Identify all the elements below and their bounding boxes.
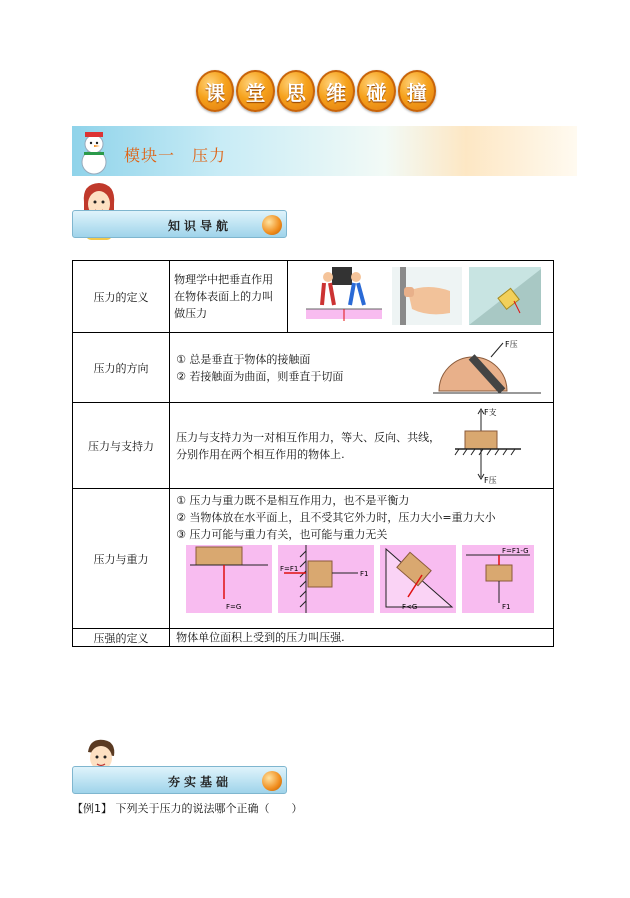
curved-surface-diagram	[429, 337, 549, 399]
table-row-gravity	[73, 489, 554, 629]
orb-icon	[262, 771, 282, 791]
module-title: 模块一 压力	[124, 146, 227, 165]
support-text: 压力与支持力为一对相互作用力，等大、反向、共线，分别作用在两个相互作用的物体上.	[176, 430, 441, 461]
gravity-item-1: ① 压力与重力既不是相互作用力，也不是平衡力	[176, 494, 410, 507]
gravity-fig2-label: F=F1	[280, 565, 299, 573]
support-top-label: F支	[484, 408, 497, 417]
gravity-cell	[170, 489, 554, 629]
definition-label: 压力的定义	[73, 261, 170, 333]
table-row-definition	[73, 261, 554, 333]
support-force-diagram	[451, 405, 531, 487]
gravity-diagrams	[186, 545, 546, 615]
gravity-label: 压力与重力	[73, 489, 170, 629]
pressure-text: 物体单位面积上受到的压力叫压强.	[176, 631, 345, 644]
foundation-label: 夯实基础	[168, 775, 233, 789]
page-title	[196, 70, 436, 110]
title-char-6: 撞	[398, 70, 436, 112]
title-char-5: 碰	[357, 70, 395, 112]
pressure-cell	[170, 629, 554, 647]
example-text: 下列关于压力的说法哪个正确（ ）	[115, 802, 303, 815]
orb-icon	[262, 215, 282, 235]
example-tag: 【例1】	[72, 802, 112, 815]
support-label: 压力与支持力	[73, 403, 170, 489]
gravity-fig3-label: F<G	[402, 603, 418, 611]
concept-table	[72, 260, 554, 647]
title-char-4: 维	[317, 70, 355, 112]
title-char-3: 思	[277, 70, 315, 112]
definition-illustrations	[288, 261, 553, 329]
table-row-direction	[73, 333, 554, 403]
table-row-support	[73, 403, 554, 489]
gravity-fig4-force: F1	[502, 603, 511, 611]
knowledge-nav-label: 知识导航	[168, 219, 233, 233]
gravity-item-3: ③ 压力可能与重力有关，也可能与重力无关	[176, 528, 388, 541]
definition-figures	[288, 261, 554, 333]
pressure-label: 压强的定义	[73, 629, 170, 647]
title-char-1: 课	[196, 70, 234, 112]
direction-label: 压力的方向	[73, 333, 170, 403]
support-cell	[170, 403, 554, 489]
definition-text: 物理学中把垂直作用在物体表面上的力叫做压力	[174, 273, 274, 320]
title-char-2: 堂	[236, 70, 274, 112]
direction-force-label: F压	[505, 340, 518, 349]
definition-text-cell	[170, 261, 288, 333]
table-row-pressure	[73, 629, 554, 647]
direction-item-1: ① 总是垂直于物体的接触面	[176, 352, 311, 366]
example-question	[72, 800, 303, 816]
snowman-icon	[74, 128, 114, 176]
gravity-fig4-label: F=F1-G	[502, 547, 529, 555]
direction-cell	[170, 333, 554, 403]
gravity-fig2-force: F1	[360, 570, 369, 578]
direction-item-2: ② 若接触面为曲面，则垂直于切面	[176, 369, 344, 383]
gravity-item-2: ② 当物体放在水平面上，且不受其它外力时，压力大小=重力大小	[176, 511, 496, 524]
gravity-fig1-label: F=G	[226, 603, 242, 611]
support-bottom-label: F压	[484, 476, 497, 485]
